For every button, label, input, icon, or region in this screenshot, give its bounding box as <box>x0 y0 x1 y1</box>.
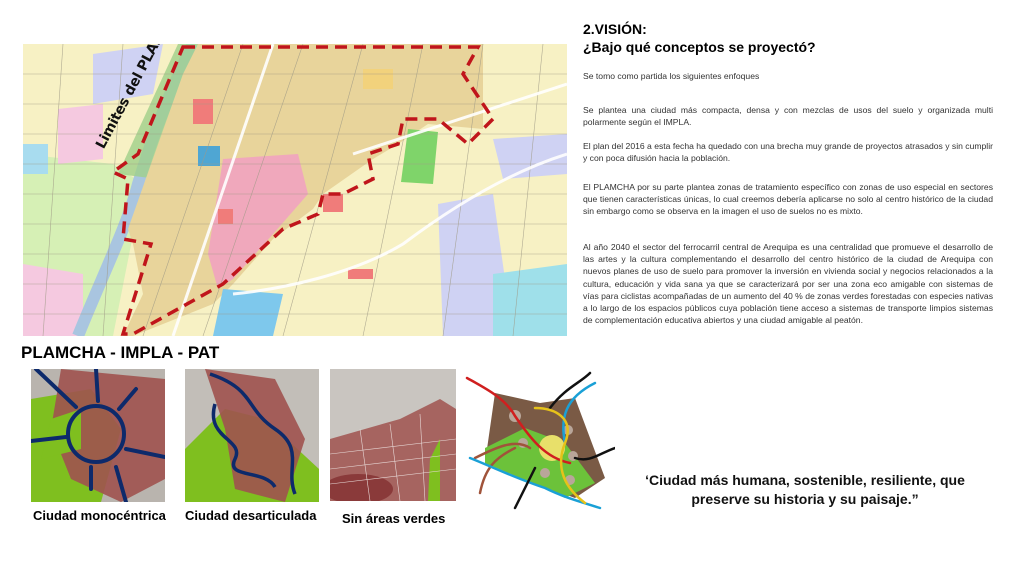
vision-quote <box>620 471 990 509</box>
map-graphic <box>23 44 567 336</box>
paragraph-vision-2040: Al año 2040 el sector del ferrocarril central de Arequipa es una centralidad que promueve el desarrollo de las artes y la cultura complementando el desarrollo del centro histórico de la ciudad de Arequipa con nuevos planes de uso de suelo para promover la inversión en vivienda social y negocios relacionados a la cultura, educación y vida sana ya que se caracterizará por ser una zona eco amigable con sistemas de vías para ciclistas acompañadas de un aumento del 40 % de zonas verdes forestadas con especies nativas a lo largo de los espacios públicos cuya población tiene acceso a sistemas de transporte limpios sistemas de complementación educativa abiertos y una ciudad amigable al peatón. <box>583 242 993 326</box>
paragraph-intro: Se tomo como partida los siguientes enfoques <box>583 71 760 81</box>
caption-no-green-areas: Sin áreas verdes <box>342 511 446 526</box>
caption-disarticulated: Ciudad desarticulada <box>185 508 317 523</box>
quote-line-1: ‘Ciudad más humana, sostenible, resiliente, que <box>645 472 965 488</box>
paragraph-plamcha: El PLAMCHA por su parte plantea zonas de tratamiento específico con zonas de uso especial en sectores que tienen características únicas, lo cual creemos debería aplicarse no solo al centro histórico de la ciudad sin embargo como se observa en la imagen el uso de suelos no es mixto. <box>583 182 993 217</box>
paragraph-plan-2016: El plan del 2016 a esta fecha ha quedado con una brecha muy grande de proyectos atrasados y sin cumplir y con poca difusión hacia la población. <box>583 141 993 164</box>
land-use-map <box>23 44 567 336</box>
thumbnail-disarticulated <box>185 369 319 502</box>
caption-monocentric: Ciudad monocéntrica <box>33 508 166 523</box>
plans-title: PLAMCHA - IMPLA - PAT <box>21 343 220 362</box>
vision-header <box>583 20 993 56</box>
section-subtitle: ¿Bajo qué conceptos se proyectó? <box>583 39 816 55</box>
concept-diagram <box>455 368 615 528</box>
section-number-title: 2.VISIÓN: <box>583 21 647 37</box>
thumbnail-monocentric <box>31 369 165 502</box>
quote-line-2: preserve su historia y su paisaje.” <box>691 491 919 507</box>
paragraph-impla: Se plantea una ciudad más compacta, densa y con mezclas de usos del suelo y organizada multi polarmente según el IMPLA. <box>583 105 993 128</box>
thumbnail-no-green-areas <box>330 369 456 501</box>
